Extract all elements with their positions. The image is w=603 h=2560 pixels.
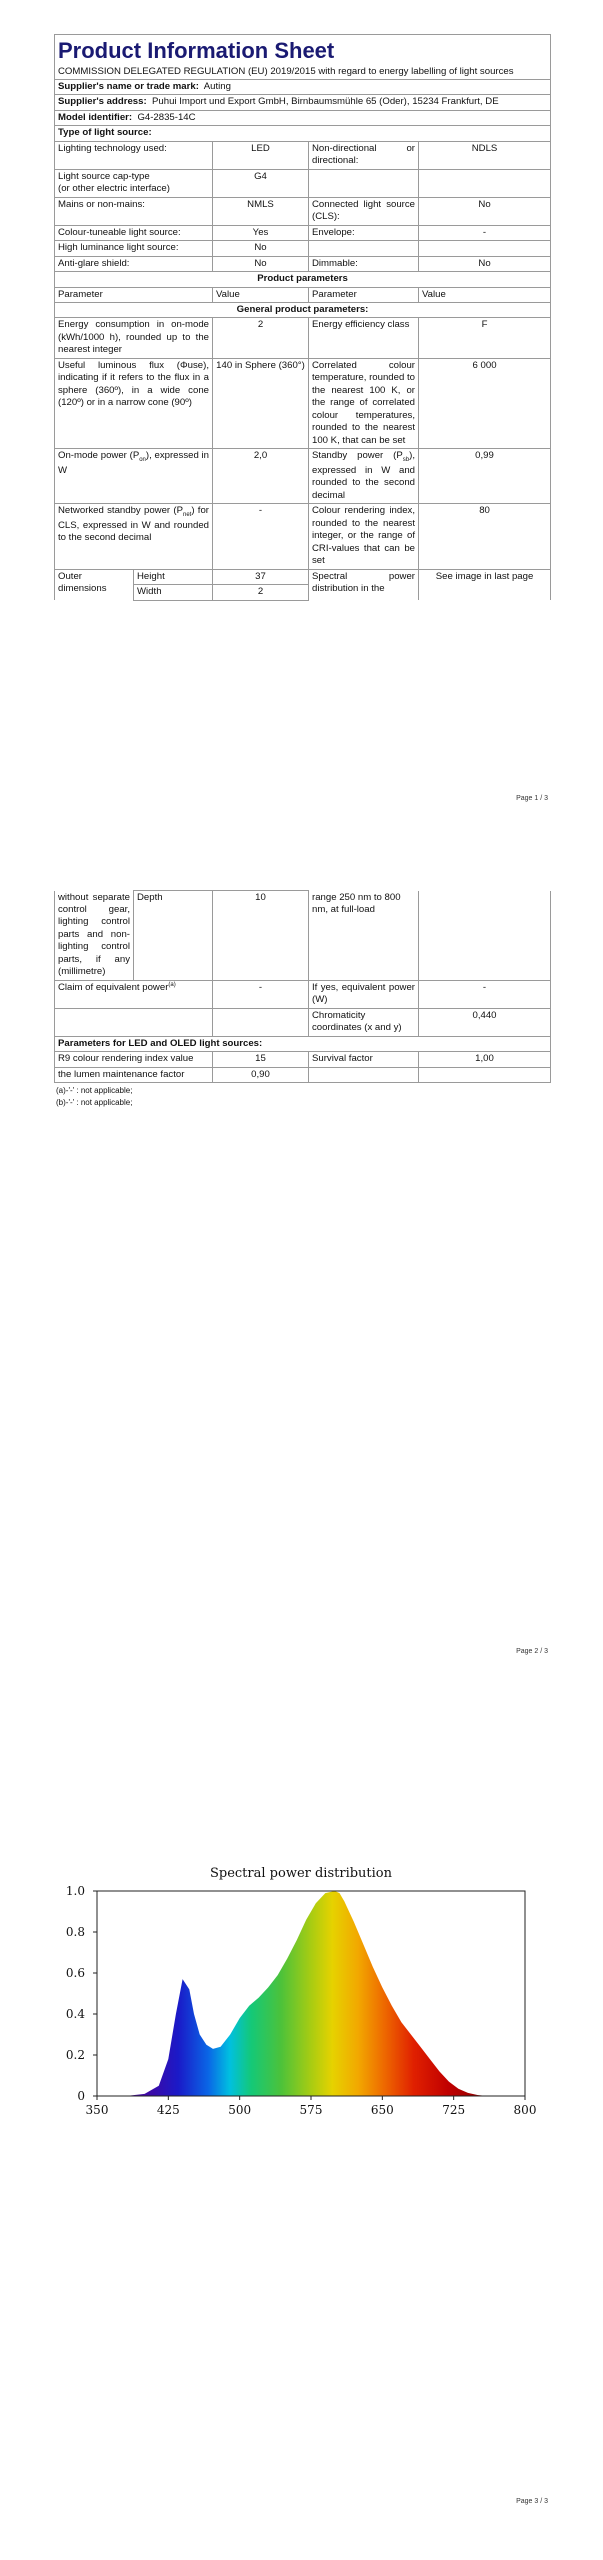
y-tick-label: 0.6 <box>65 1966 85 1980</box>
page-number-2: Page 2 / 3 <box>516 1648 548 1655</box>
flux-row <box>55 358 551 448</box>
efficiency-class-label: Energy efficiency class <box>309 318 419 358</box>
page-2 <box>0 840 603 1680</box>
y-tick-label: 0.8 <box>65 1925 85 1939</box>
regulation-text: COMMISSION DELEGATED REGULATION (EU) 2019/2015 with regard to energy labelling of light sources <box>55 65 551 80</box>
mains-value: NMLS <box>213 197 309 225</box>
regulation-row <box>55 65 551 80</box>
connected-value: No <box>419 197 551 225</box>
equiv-power-value: - <box>213 980 309 1008</box>
model-identifier: G4-2835-14C <box>137 111 196 123</box>
cap-type-label: Light source cap-type <box>58 170 150 182</box>
luminous-flux-label: Useful luminous flux (Φuse), indicating if it refers to the flux in a sphere (360º), in a wide cone (120º) or in a narrow cone (90º) <box>55 358 213 448</box>
y-tick-label: 0 <box>77 2089 85 2103</box>
high-luminance-value: No <box>213 241 309 256</box>
if-yes-value: - <box>419 980 551 1008</box>
connected-label: Connected light source (CLS): <box>309 197 419 225</box>
spectrum-area <box>126 1891 488 2096</box>
net-standby-value: - <box>213 504 309 569</box>
dimmable-value: No <box>419 256 551 271</box>
page-number-3: Page 3 / 3 <box>516 2498 548 2505</box>
lumen-maint-value: 0,90 <box>213 1067 309 1082</box>
on-mode-power-value: 2,0 <box>213 449 309 504</box>
info-table-page-1 <box>54 34 551 601</box>
col-parameter-2: Parameter <box>309 287 419 302</box>
supplier-address-row <box>55 95 551 110</box>
lighting-tech-value: LED <box>213 141 309 169</box>
depth-label: Depth <box>134 891 213 981</box>
footnote-b: (b)-'-' : not applicable; <box>56 1097 133 1107</box>
product-params-heading: Product parameters <box>55 272 551 287</box>
spd-value: See image in last page <box>419 569 551 600</box>
cap-type-row <box>55 169 551 197</box>
y-tick-label: 0.4 <box>65 2007 85 2021</box>
on-mode-power-label: On-mode power $(P_{on})$, expressed in W <box>55 449 213 504</box>
chart-plot-area <box>66 1884 537 2117</box>
x-tick-label: 800 <box>513 2103 537 2117</box>
footnotes <box>54 1085 550 1108</box>
energy-consumption-value: 2 <box>213 318 309 358</box>
r9-label: R9 colour rendering index value <box>55 1052 213 1067</box>
info-sheet-part-2 <box>54 890 550 1108</box>
mains-label: Mains or non-mains: <box>55 197 213 225</box>
product-params-row <box>55 272 551 287</box>
supplier-name-row <box>55 79 551 94</box>
chromaticity-row <box>55 1008 551 1036</box>
cri-label: Colour rendering index, rounded to the nearest integer, or the range of CRI-values that can be set <box>309 504 419 569</box>
x-tick-label: 500 <box>228 2103 252 2117</box>
cap-type-value: G4 <box>213 169 309 197</box>
energy-consumption-label: Energy consumption in on-mode (kWh/1000 h), rounded up to the nearest integer <box>55 318 213 358</box>
standby-power-label: Standby power $(P_{sb})$, expressed in W and rounded to the second decimal <box>309 449 419 504</box>
cct-value: 6 000 <box>419 358 551 448</box>
page-number-1: Page 1 / 3 <box>516 795 548 802</box>
r9-row <box>55 1052 551 1067</box>
depth-value: 10 <box>213 891 309 981</box>
chromaticity-label: Chromaticity coordinates (x and y) <box>309 1008 419 1036</box>
light-source-type-row <box>55 126 551 141</box>
column-header-row <box>55 287 551 302</box>
cct-label: Correlated colour temperature, rounded to the nearest 100 K, or the range of correlated colour temperatures, rounded to the nearest 100 K, that can be set <box>309 358 419 448</box>
chromaticity-value: 0,440 <box>419 1008 551 1036</box>
non-directional-value: NDLS <box>419 141 551 169</box>
supplier-address: Puhui Import und Export GmbH, Birnbaumsmühle 65 (Oder), 15234 Frankfurt, DE <box>152 96 499 108</box>
supplier-address-label: Supplier's address: <box>58 96 147 108</box>
dimensions-row-height <box>55 569 551 584</box>
r9-value: 15 <box>213 1052 309 1067</box>
energy-row <box>55 318 551 358</box>
colour-tuneable-value: Yes <box>213 225 309 240</box>
spd-label-part-1: Spectral power distribution in the <box>309 569 419 600</box>
outer-dimensions-continued: without separate control gear, lighting control parts and non-lighting control parts, if any (millimetre) <box>55 891 134 981</box>
lumen-maint-row <box>55 1067 551 1082</box>
cri-value: 80 <box>419 504 551 569</box>
col-value-1: Value <box>213 287 309 302</box>
net-standby-label: Networked standby power $(P_{net})$ for CLS, expressed in W and rounded to the second decimal <box>55 504 213 569</box>
spd-label-part-2: range 250 nm to 800 nm, at full-load <box>309 891 419 981</box>
lighting-tech-row <box>55 141 551 169</box>
envelope-label: Envelope: <box>309 225 419 240</box>
anti-glare-row <box>55 256 551 271</box>
colour-tuneable-row <box>55 225 551 240</box>
width-label: Width <box>134 585 213 600</box>
model-row <box>55 110 551 125</box>
non-directional-label: Non-directional or directional: <box>309 141 419 169</box>
colour-tuneable-label: Colour-tuneable light source: <box>55 225 213 240</box>
footnote-a: (a)-'-' : not applicable; <box>56 1086 133 1096</box>
col-value-2: Value <box>419 287 551 302</box>
x-tick-label: 725 <box>442 2103 466 2117</box>
high-luminance-row <box>55 241 551 256</box>
height-label: Height <box>134 569 213 584</box>
chart-title: Spectral power distribution <box>209 1866 393 1881</box>
standby-power-value: 0,99 <box>419 449 551 504</box>
efficiency-class-value: F <box>419 318 551 358</box>
general-params-row <box>55 303 551 318</box>
anti-glare-label: Anti-glare shield: <box>55 256 213 271</box>
lumen-maint-label: the lumen maintenance factor <box>55 1067 213 1082</box>
title-row <box>55 35 551 65</box>
envelope-value: - <box>419 225 551 240</box>
mains-row <box>55 197 551 225</box>
light-source-type-heading: Type of light source: <box>55 126 551 141</box>
high-luminance-label: High luminance light source: <box>55 241 213 256</box>
anti-glare-value: No <box>213 256 309 271</box>
led-params-heading: Parameters for LED and OLED light sources: <box>55 1036 551 1051</box>
info-table-page-2 <box>54 890 551 1083</box>
page-3 <box>0 1680 603 2560</box>
x-tick-label: 350 <box>85 2103 109 2117</box>
col-parameter-1: Parameter <box>55 287 213 302</box>
survival-value: 1,00 <box>419 1052 551 1067</box>
survival-label: Survival factor <box>309 1052 419 1067</box>
equiv-power-row <box>55 980 551 1008</box>
led-params-row <box>55 1036 551 1051</box>
net-standby-row <box>55 504 551 569</box>
dimensions-row-depth <box>55 891 551 981</box>
spectral-power-chart <box>0 1680 603 2560</box>
y-tick-label: 1.0 <box>65 1884 85 1898</box>
equiv-power-label: Claim of equivalent power$^{(a)}$ <box>55 980 213 1008</box>
x-tick-label: 425 <box>156 2103 180 2117</box>
width-value: 2 <box>213 585 309 600</box>
power-row <box>55 449 551 504</box>
outer-dimensions-label: Outer dimensions <box>55 569 134 600</box>
cap-type-sublabel: (or other electric interface) <box>58 183 170 195</box>
supplier-name: Auting <box>203 80 231 92</box>
supplier-name-label: Supplier's name or trade mark: <box>58 80 199 92</box>
model-label: Model identifier: <box>58 111 133 123</box>
x-tick-label: 575 <box>299 2103 323 2117</box>
page-1 <box>0 0 603 840</box>
info-sheet-part-1 <box>54 34 550 601</box>
luminous-flux-value: 140 in Sphere (360°) <box>213 358 309 448</box>
general-params-heading: General product parameters: <box>55 303 551 318</box>
if-yes-label: If yes, equivalent power (W) <box>309 980 419 1008</box>
x-tick-label: 650 <box>370 2103 394 2117</box>
sheet-title: Product Information Sheet <box>55 35 551 65</box>
height-value: 37 <box>213 569 309 584</box>
dimmable-label: Dimmable: <box>309 256 419 271</box>
y-tick-label: 0.2 <box>65 2048 85 2062</box>
lighting-tech-label: Lighting technology used: <box>55 141 213 169</box>
